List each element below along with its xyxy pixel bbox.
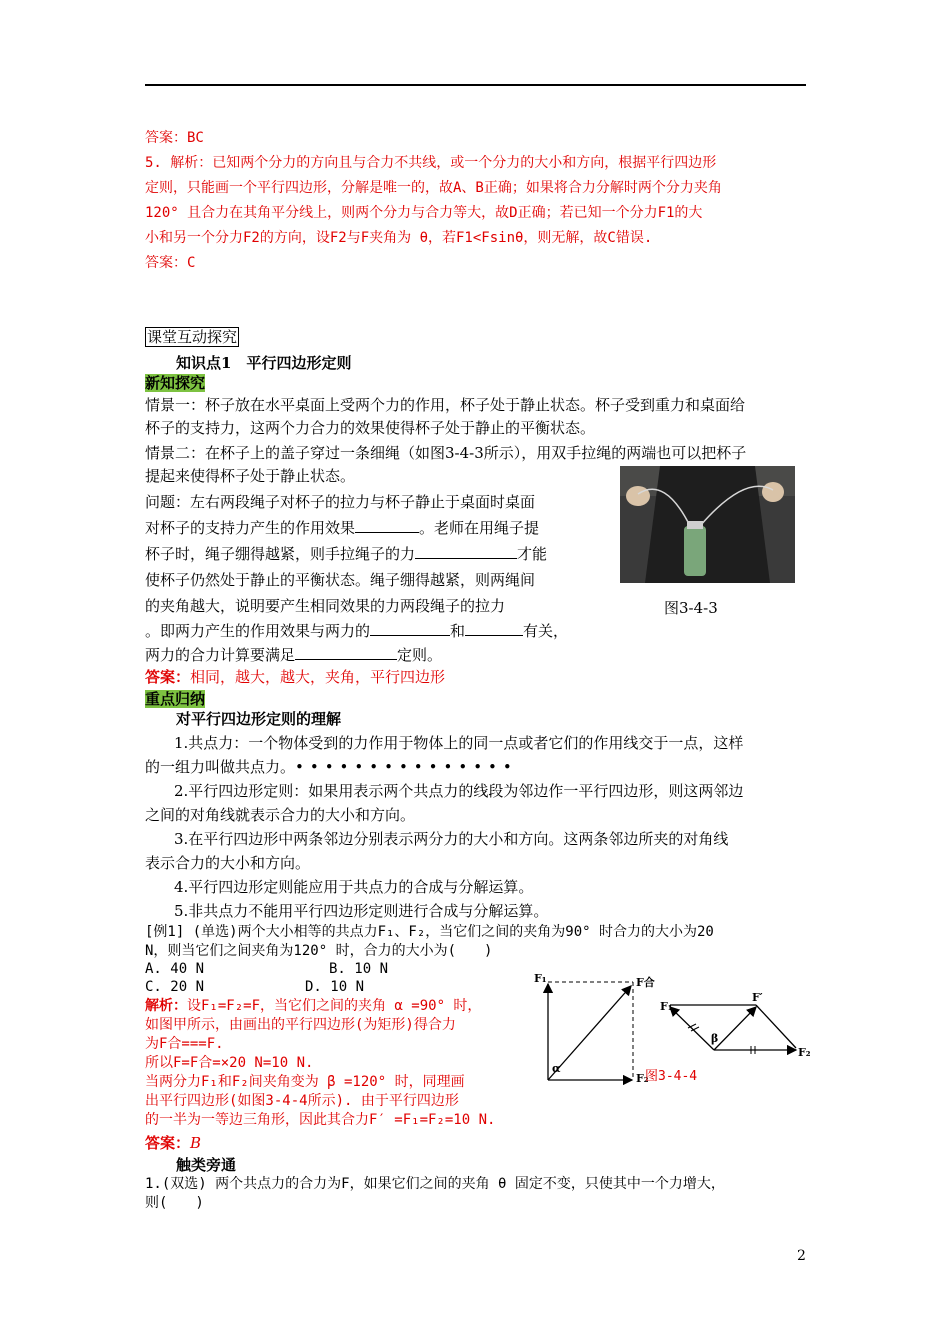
label-f1-b: F₁ [660, 1000, 673, 1013]
section-title: 课堂互动探究 [147, 328, 238, 346]
question-line-1: 问题：左右两段绳子对杯子的拉力与杯子静止于桌面时桌面 [145, 493, 536, 511]
question-line-3: 杯子时，绳子绷得越紧，则手拉绳子的力 才能 [145, 545, 548, 563]
scene1-line-2: 杯子的支持力，这两个力合力的效果使得杯子处于静止的平衡状态。 [145, 419, 596, 437]
teacher-cup-photo [620, 466, 795, 583]
point-3-line-1: 3.在平行四边形中两条邻边分别表示两分力的大小和方向。这两条邻边所夹的对角线 [174, 830, 729, 848]
point-1-line-1: 1.共点力：一个物体受到的力作用于物体上的同一点或者它们的作用线交于一点，这样 [174, 734, 744, 752]
point-2-line-1: 2.平行四边形定则：如果用表示两个共点力的线段为邻边作一平行四边形，则这两邻边 [174, 782, 744, 800]
example-answer: 答案：B [145, 1134, 202, 1152]
figure-3-4-4 [530, 970, 815, 1095]
answer-line: 答案：相同，越大，越大，夹角，平行四边形 [145, 668, 446, 686]
analysis-line-2: 如图甲所示，由画出的平行四边形(为矩形)得合力 [145, 1017, 456, 1033]
knowledge-point-title: 知识点1 平行四边形定则 [176, 354, 352, 372]
label-f-prime: F′ [752, 991, 763, 1004]
question-line-6: 。即两力产生的作用效果与两力的 和 有关， [145, 622, 569, 640]
question-line-2: 对杯子的支持力产生的作用效果 。老师在用绳子提 [145, 519, 540, 537]
point-1-line-2: 的一组力叫做共点力。••••••••••••••• [145, 758, 518, 776]
analysis-line-6: 出平行四边形(如图3-4-4所示). 由于平行四边形 [145, 1093, 459, 1109]
label-f1: F₁ [534, 972, 547, 985]
label-alpha: α [552, 1062, 561, 1075]
analysis-line-1: 解析：设F₁=F₂=F，当它们之间的夹角 α =90° 时， [145, 998, 482, 1014]
q5-line-4: 小和另一个分力F2的方向，设F2与F夹角为 θ，若F1<Fsinθ，则无解，故C错误. [145, 230, 653, 246]
option-c: C. 20 N [145, 979, 205, 995]
q5-line-1: 5. 解析：已知两个分力的方向且与合力不共线，或一个分力的大小和方向，根据平行四边形 [145, 155, 717, 171]
point-3-line-2: 表示合力的大小和方向。 [145, 854, 311, 872]
analysis-line-7: 的一半为一等边三角形，因此其合力F′ =F₁=F₂=10 N. [145, 1112, 496, 1128]
answer-bc: 答案：BC [145, 130, 204, 146]
understanding-title: 对平行四边形定则的理解 [176, 710, 342, 728]
option-d: D. 10 N [305, 979, 365, 995]
key-summary-heading: 重点归纳 [145, 690, 206, 708]
analysis-line-3: 为F合===F. [145, 1036, 224, 1052]
label-f2: F₂ [636, 1072, 649, 1085]
analysis-line-4: 所以F=F合=×20 N=10 N. [145, 1055, 314, 1071]
option-b: B. 10 N [329, 961, 389, 977]
figure-3-4-4-caption: 图3-4-4 [645, 1069, 698, 1084]
point-4: 4.平行四边形定则能应用于共点力的合成与分解运算。 [174, 878, 534, 896]
point-5: 5.非共点力不能用平行四边形定则进行合成与分解运算。 [174, 902, 549, 920]
scene1-line-1: 情景一：杯子放在水平桌面上受两个力的作用，杯子处于静止状态。杯子受到重力和桌面给 [145, 396, 746, 414]
label-beta: β [711, 1032, 719, 1045]
question-line-4: 使杯子仍然处于静止的平衡状态。绳子绷得越紧，则两绳间 [145, 571, 536, 589]
scene2-line-1: 情景二：在杯子上的盖子穿过一条细绳（如图3-4-3所示），用双手拉绳的两端也可以把杯子 [145, 444, 747, 462]
example-line-1: [例1] (单选)两个大小相等的共点力F₁、F₂，当它们之间的夹角为90° 时合力的大小为20 [145, 924, 714, 940]
blank-3 [370, 621, 450, 636]
figure-3-4-3-caption: 图3-4-3 [664, 599, 718, 617]
practice-title: 触类旁通 [176, 1156, 237, 1174]
page-number: 2 [797, 1248, 806, 1264]
label-f2-b: F₂ [798, 1046, 811, 1059]
answer-c: 答案：C [145, 255, 196, 271]
point-2-line-2: 之间的对角线就表示合力的大小和方向。 [145, 806, 416, 824]
q5-line-3: 120° 且合力在其角平分线上，则两个分力与合力等大，故D正确；若已知一个分力F1的大 [145, 205, 703, 221]
question-line-7: 两力的合力计算要满足 定则。 [145, 646, 443, 664]
label-fhe: F合 [636, 976, 655, 989]
q5-line-2: 定则，只能画一个平行四边形，分解是唯一的，故A、B正确；如果将合力分解时两个分力夹角 [145, 180, 722, 196]
example-line-2: N，则当它们之间夹角为120° 时，合力的大小为( ) [145, 943, 493, 959]
blank-1 [355, 518, 419, 533]
blank-4 [465, 621, 523, 636]
new-explore-heading: 新知探究 [145, 374, 206, 392]
practice-line-2: 则( ) [145, 1195, 204, 1211]
blank-5 [295, 645, 397, 660]
header-rule [145, 84, 806, 86]
scene2-line-2: 提起来使得杯子处于静止状态。 [145, 467, 356, 485]
blank-2 [415, 544, 517, 559]
practice-line-1: 1.(双选) 两个共点力的合力为F，如果它们之间的夹角 θ 固定不变，只使其中一个力增大， [145, 1176, 725, 1192]
analysis-line-5: 当两分力F₁和F₂间夹角变为 β =120° 时，同理画 [145, 1074, 465, 1090]
option-a: A. 40 N [145, 961, 205, 977]
question-line-5: 的夹角越大，说明要产生相同效果的力两段绳子的拉力 [145, 597, 506, 615]
